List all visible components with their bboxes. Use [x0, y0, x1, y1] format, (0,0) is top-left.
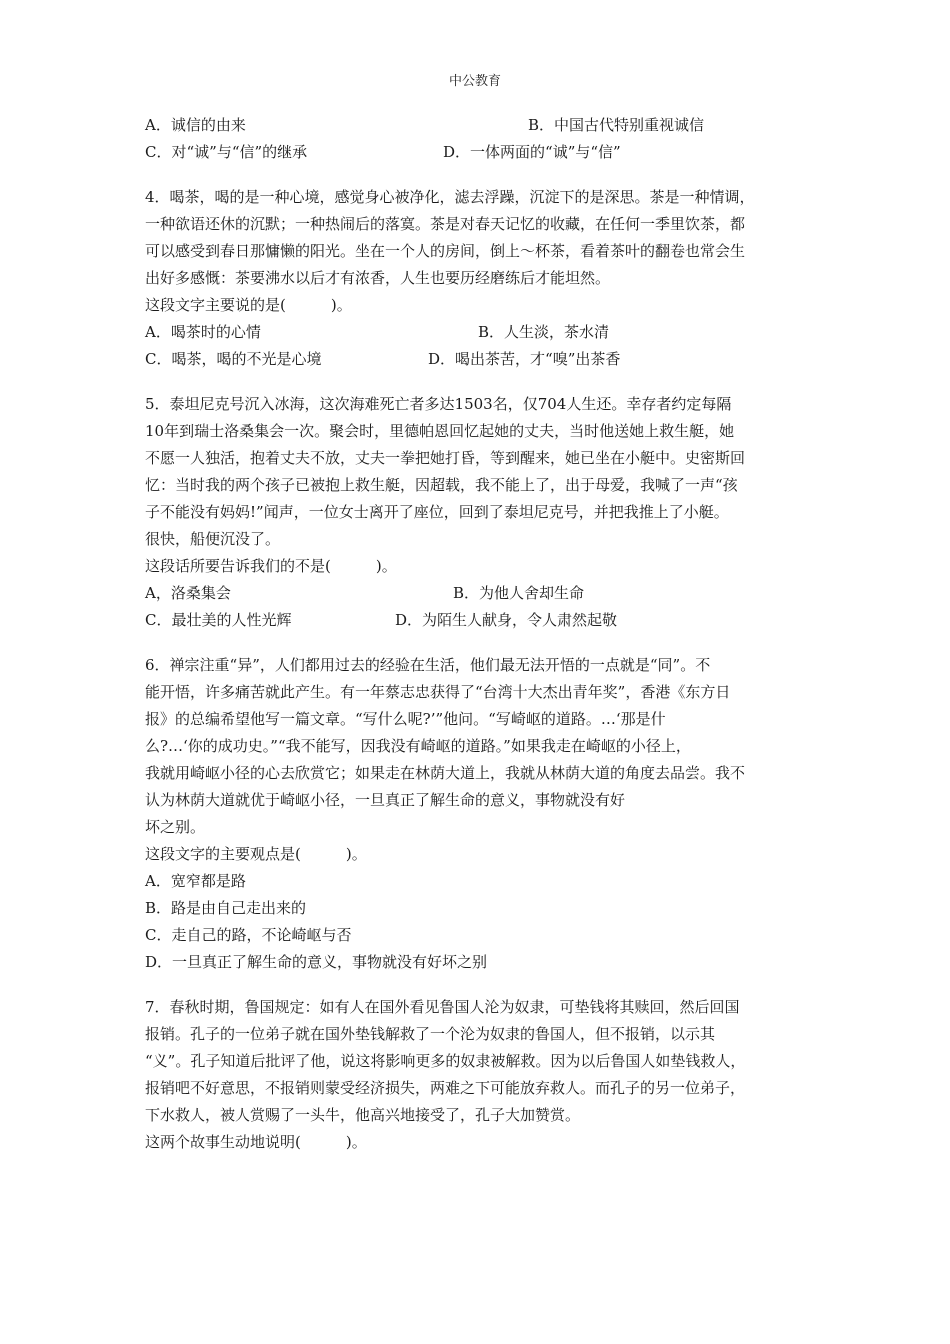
- q7-line: 报销。孔子的一位弟子就在国外垫钱解救了一个沦为奴隶的鲁国人，但不报销，以示其: [145, 1025, 716, 1043]
- q5-line: 5．泰坦尼克号沉入冰海，这次海难死亡者多达1503名，仅704人生还。幸存者约定每隔: [145, 395, 732, 413]
- q6-question: 这段文字的主要观点是( )。: [145, 845, 367, 863]
- q7-question: 这两个故事生动地说明( )。: [145, 1133, 367, 1151]
- q5-options-row-2: [145, 607, 815, 634]
- q5-line: 很快，船便沉没了。: [145, 530, 281, 548]
- q4-question: 这段文字主要说的是( )。: [145, 296, 352, 314]
- q5-option-c: C．最壮美的人性光辉: [145, 611, 292, 629]
- q4-option-c: C．喝茶，喝的不光是心境: [145, 350, 322, 368]
- document-body: [145, 112, 815, 1156]
- q3-option-d: D．一体两面的“诚”与“信”: [443, 143, 621, 161]
- q6-line: 能开悟，许多痛苦就此产生。有一年蔡志忠获得了“台湾十大杰出青年奖”，香港《东方日: [145, 683, 731, 701]
- q5-line: 10年到瑞士洛桑集会一次。聚会时，里德帕恩回忆起她的丈夫，当时他送她上救生艇，她: [145, 422, 735, 440]
- q6-line: 坏之别。: [145, 818, 206, 836]
- q4-option-a: A．喝茶时的心情: [145, 323, 261, 341]
- question-6: [145, 652, 815, 976]
- q5-line: 不愿一人独活，抱着丈夫不放，丈夫一拳把她打昏，等到醒来，她已坐在小艇中。史密斯回: [145, 449, 746, 467]
- q5-option-b: B．为他人舍却生命: [453, 584, 585, 602]
- q5-option-d: D．为陌生人献身，令人肃然起敬: [395, 611, 618, 629]
- q3-option-a: A．诚信的由来: [145, 116, 246, 134]
- q6-line: 认为林荫大道就优于崎岖小径，一旦真正了解生命的意义，事物就没有好: [145, 791, 626, 809]
- q7-line: 7．春秋时期，鲁国规定：如有人在国外看见鲁国人沦为奴隶，可垫钱将其赎回，然后回国: [145, 998, 740, 1016]
- q6-line: 我就用崎岖小径的心去欣赏它；如果走在林荫大道上，我就从林荫大道的角度去品尝。我不: [145, 764, 746, 782]
- q6-line: 6．禅宗注重“异”，人们都用过去的经验在生活，他们最无法开悟的一点就是“同”。不: [145, 656, 711, 674]
- q7-line: “义”。孔子知道后批评了他，说这将影响更多的奴隶被解救。因为以后鲁国人如垫钱救人，: [145, 1052, 746, 1070]
- q5-question: 这段话所要告诉我们的不是( )。: [145, 557, 397, 575]
- q4-option-d: D．喝出茶苦，才“嗅”出茶香: [428, 350, 621, 368]
- q4-options-row-2: [145, 346, 815, 373]
- q6-option-b: B．路是由自己走出来的: [145, 899, 307, 917]
- q4-option-b: B．人生淡，茶水清: [478, 323, 610, 341]
- q6-option-c: C．走自己的路，不论崎岖与否: [145, 926, 352, 944]
- question-5: [145, 391, 815, 634]
- question-4: [145, 184, 815, 373]
- q3-option-c: C．对“诚”与“信”的继承: [145, 143, 308, 161]
- q3-options-row-1: [145, 112, 815, 139]
- q5-line: 子不能没有妈妈!”闻声，一位女士离开了座位，回到了泰坦尼克号，并把我推上了小艇。: [145, 503, 729, 521]
- q5-options-row-1: [145, 580, 815, 607]
- q5-option-a: A，洛桑集会: [145, 584, 231, 602]
- q3-option-b: B．中国古代特别重视诚信: [528, 116, 705, 134]
- q4-line: 4．喝茶，喝的是一种心境，感觉身心被净化，滤去浮躁，沉淀下的是深思。茶是一种情调，: [145, 188, 755, 206]
- q4-options-row-1: [145, 319, 815, 346]
- q6-line: 报》的总编希望他写一篇文章。“写什么呢?’”他问。“写崎岖的道路。…‘那是什: [145, 710, 666, 728]
- q6-option-a: A．宽窄都是路: [145, 872, 246, 890]
- q6-option-d: D．一旦真正了解生命的意义，事物就没有好坏之别: [145, 953, 488, 971]
- page-header: 中公教育: [448, 74, 501, 89]
- q4-line: 可以感受到春日那慵懒的阳光。坐在一个人的房间，倒上～杯茶，看着茶叶的翻卷也常会生: [145, 242, 746, 260]
- q6-line: 么?…‘你的成功史。”“我不能写，因我没有崎岖的道路。”如果我走在崎岖的小径上，: [145, 737, 691, 755]
- question-7: [145, 994, 815, 1156]
- q7-line: 下水救人，被人赏赐了一头牛，他高兴地接受了，孔子大加赞赏。: [145, 1106, 581, 1124]
- q4-line: 出好多感慨：茶要沸水以后才有浓香，人生也要历经磨练后才能坦然。: [145, 269, 611, 287]
- q5-line: 忆：当时我的两个孩子已被抱上救生艇，因超载，我不能上了，出于母爱，我喊了一声“孩: [145, 476, 738, 494]
- q4-line: 一种欲语还休的沉默；一种热闹后的落寞。茶是对春天记忆的收藏，在任何一季里饮茶，都: [145, 215, 746, 233]
- q7-line: 报销吧不好意思，不报销则蒙受经济损失，两难之下可能放弃救人。而孔子的另一位弟子，: [145, 1079, 746, 1097]
- q3-options-row-2: [145, 139, 815, 166]
